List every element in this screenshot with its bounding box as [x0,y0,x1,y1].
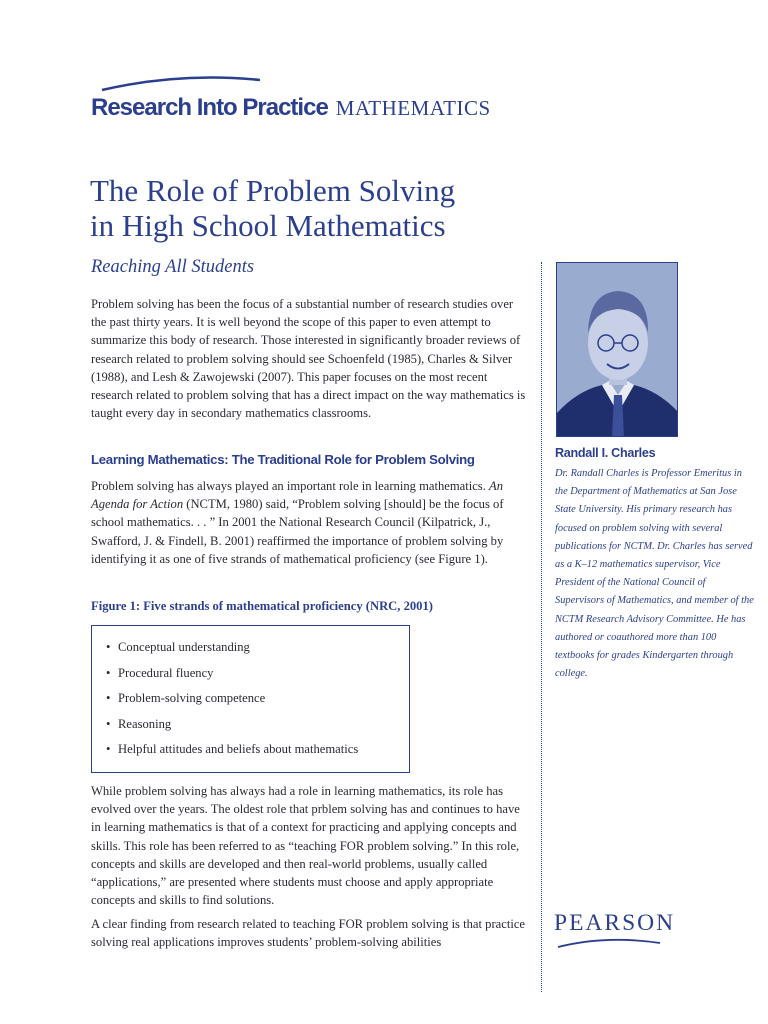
brand-name: Research Into Practice [91,94,328,121]
bullet-icon: • [106,665,111,680]
paragraph-2 [91,477,529,568]
list-item: • Helpful attitudes and beliefs about mathematics [106,737,409,763]
list-item: • Problem-solving competence [106,686,409,712]
author-bio: Dr. Randall Charles is Professor Emeritus in the Department of Mathematics at San Jose State University. His primary research has focused on problem solving with several publications for NCTM. Dr. Charles has served as a K–12 mathematics supervisor, Vice President of the National Council of Supervisors of Mathematics, and member of the NCTM Research Advisory Committee. He has authored or coauthored more than 100 textbooks for grades Kindergarten through college. [555,468,754,680]
bullet-icon: • [106,742,111,756]
title-line-2: in High School Mathematics [90,208,446,243]
paragraph-4: A clear finding from research related to teaching FOR problem solving is that practice solving real applications improves students’ problem-solving abilities [91,917,525,950]
bullet-icon: • [106,716,111,731]
figure-caption: Figure 1: Five strands of mathematical proficiency (NRC, 2001) [91,599,433,613]
strands-list [92,626,409,763]
title-line-1: The Role of Problem Solving [90,173,456,208]
author-name: Randall I. Charles [555,446,656,460]
figure-box [91,625,410,773]
article-subtitle: Reaching All Students [91,257,255,277]
list-item: • Reasoning [106,712,409,738]
intro-paragraph: Problem solving has been the focus of a substantial number of research studies over the past thirty years. It is well beyond the scope of this paper to even attempt to summarize this body of research. Those interested in significantly broader reviews of research related to problem solving should see Schoenfeld (1985), Charles & Silver (1988), and Lesh & Zawojewski (2007). This paper focuses on the most recent research related to problem solving that has a direct impact on the way mathematics is taught every day in secondary mathematics classrooms. [91,297,526,421]
list-item: • Conceptual understanding [106,635,409,661]
bullet-icon: • [106,691,111,705]
section-heading: Learning Mathematics: The Traditional Role for Problem Solving [91,452,475,467]
brand-arc-graphic [100,70,300,92]
bullet-icon: • [106,640,111,654]
p2-start: Problem solving has always played an important role in learning mathematics. [91,479,486,493]
brand-header [91,94,491,122]
pearson-logo: PEARSON [554,910,676,936]
p2-rest: (NCTM, 1980) said, “Problem solving [should] be the focus of school mathematics. . . ” In 2001 the National Research Council (Kilpatrick, J., Swafford, J. & Findell, B. 2001) reaffirmed the importance of problem solving by identifying it as one of five strands of mathematical proficiency (see Figure 1). [91,497,504,566]
list-item: • Procedural fluency [106,661,409,687]
column-divider [541,262,542,992]
paragraph-3: While problem solving has always had a role in learning mathematics, its role has evolved over the years. The oldest role that prblem solving has and continues to have in learning mathematics is that of a context for practicing and applying concepts and skills. This role has been referred to as “teaching FOR problem solving.” In this role, concepts and skills are developed and then real-world problems, usually called “applications,” are presented where students must choose and apply appropriate concepts and skills to find solutions. [91,784,520,908]
p2-italic-title: An Agenda for Action [91,479,504,512]
pearson-swoosh-icon [556,935,662,949]
author-photo [556,262,678,437]
article-title [90,173,530,243]
brand-subject: MATHEMATICS [335,96,491,120]
